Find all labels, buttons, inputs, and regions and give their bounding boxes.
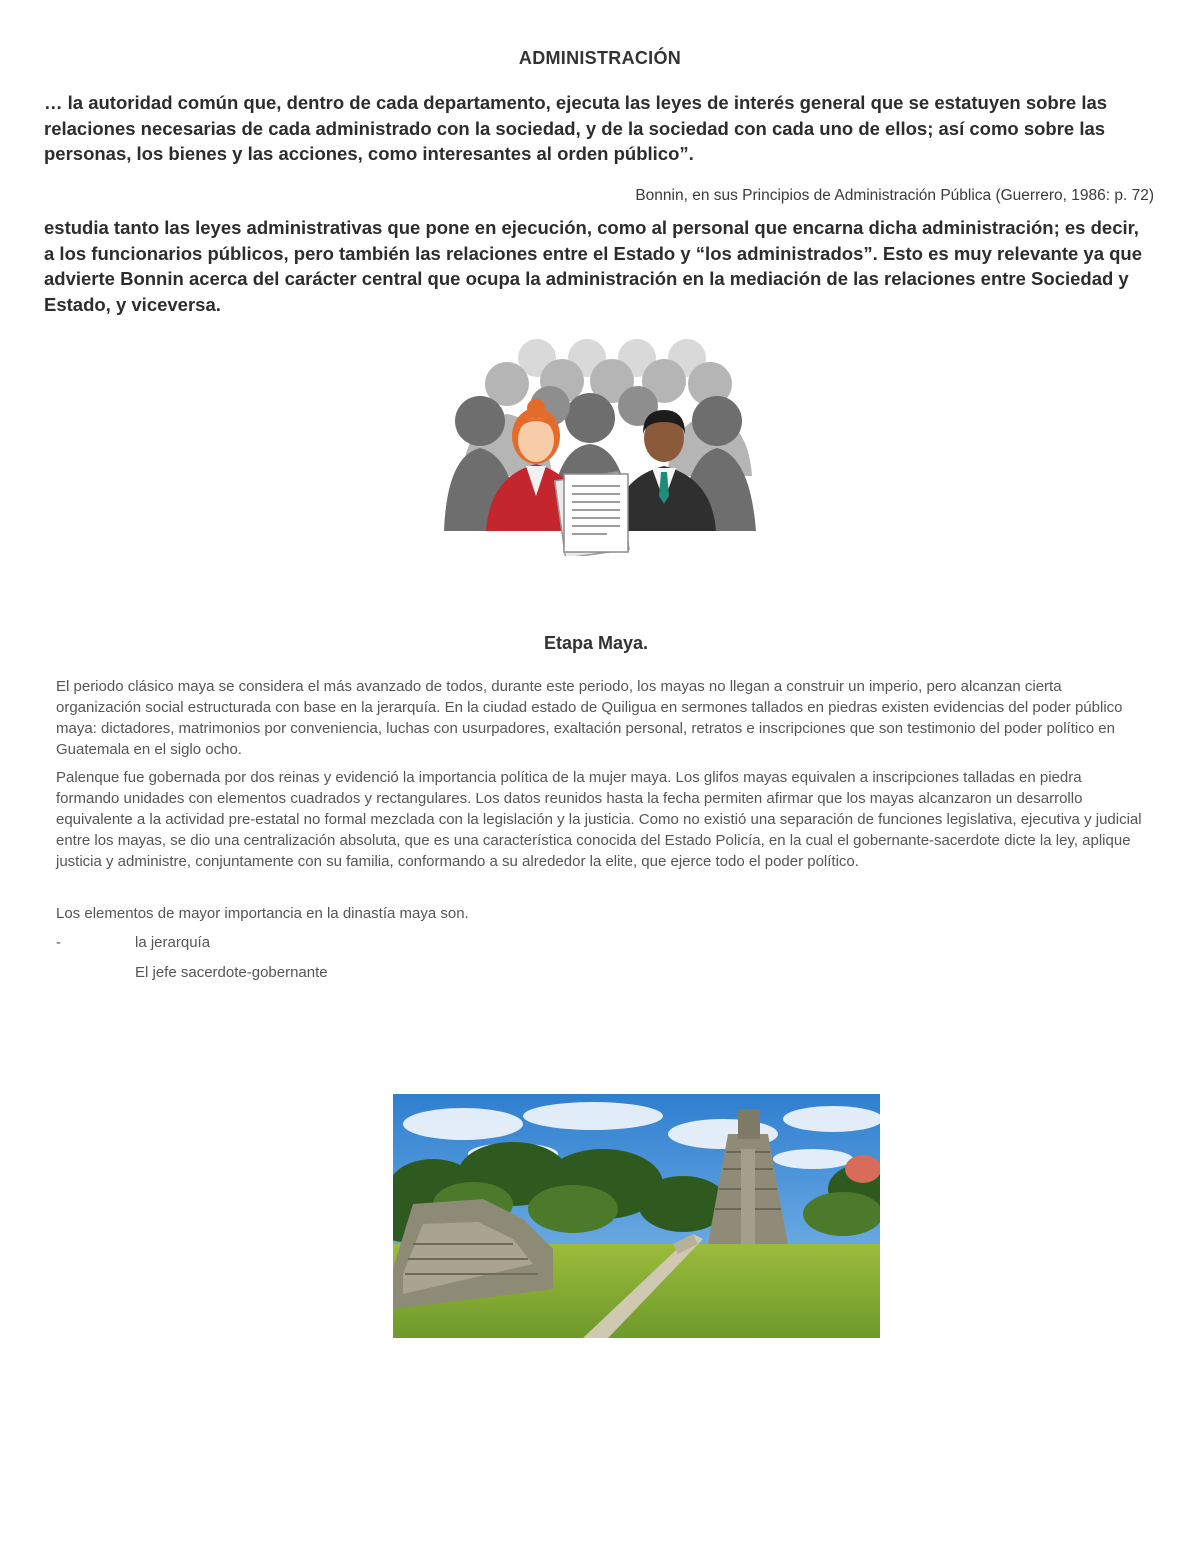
- section-title: Etapa Maya.: [543, 633, 649, 653]
- list-item: El jefe sacerdote-gobernante: [135, 964, 328, 981]
- page-title: ADMINISTRACIÓN: [518, 48, 682, 68]
- body-paragraph-2: Palenque fue gobernada por dos reinas y evidenció la importancia política de la mujer maya. Los glifos mayas equivalen a inscripciones talladas en piedra formando unidades con elementos cuadrados y rectangulares. Los datos reunidos hasta la fecha permiten afirmar que los mayas alcanzaron un desarrollo equivalente a la actividad pre-estatal no formal mezclada con la legislación y la justicia. Como no existió una separación de funciones legislativa, ejecutiva y judicial entre los mayas, se dio una centralización absoluta, que es una característica conocida del Estado Policía, en la cual el gobernante-sacerdote dicte la ley, aplique justicia y administre, conjuntamente con su familia, conformando a su alrededor la elite, que ejerce todo el poder político.: [56, 769, 1142, 870]
- document-icon: [555, 472, 629, 556]
- quote-paragraph: … la autoridad común que, dentro de cada departamento, ejecuta las leyes de interés general que se estatuyen sobre las relaciones necesarias de cada administrado con la sociedad, y de la sociedad con cada uno de ellos; así como sobre las personas, los bienes y las acciones, como interesantes al orden público”.: [44, 92, 1108, 164]
- maya-ruins-photo: [393, 1094, 880, 1338]
- citation: Bonnin, en sus Principios de Administración Pública (Guerrero, 1986: p. 72): [635, 187, 1154, 204]
- flowering-tree: [845, 1155, 880, 1183]
- list-bullet: -: [56, 934, 61, 951]
- list-item: la jerarquía: [135, 934, 211, 951]
- body-paragraph-1: El periodo clásico maya se considera el más avanzado de todos, durante este periodo, los mayas no llegan a construir un imperio, pero alcanzan cierta organización social estructurada con base en la jerarquía. En la ciudad estado de Quiligua en sermones tallados en piedras existen evidencias del poder público maya: dictadores, matrimonios por conveniencia, luchas con usurpadores, exaltación personal, retratos e inscripciones que son testimonio del poder político en Guatemala en el siglo ocho.: [56, 678, 1123, 758]
- public-officials-illustration: [442, 336, 758, 556]
- body-paragraph-3: Los elementos de mayor importancia en la dinastía maya son.: [56, 905, 469, 922]
- summary-paragraph: estudia tanto las leyes administrativas que pone en ejecución, como al personal que encarna dicha administración; es decir, a los funcionarios públicos, pero también las relaciones entre el Estado y “los administrados”. Esto es muy relevante ya que advierte Bonnin acerca del carácter central que ocupa la administración en la mediación de las relaciones entre Sociedad y Estado, y viceversa.: [44, 217, 1143, 315]
